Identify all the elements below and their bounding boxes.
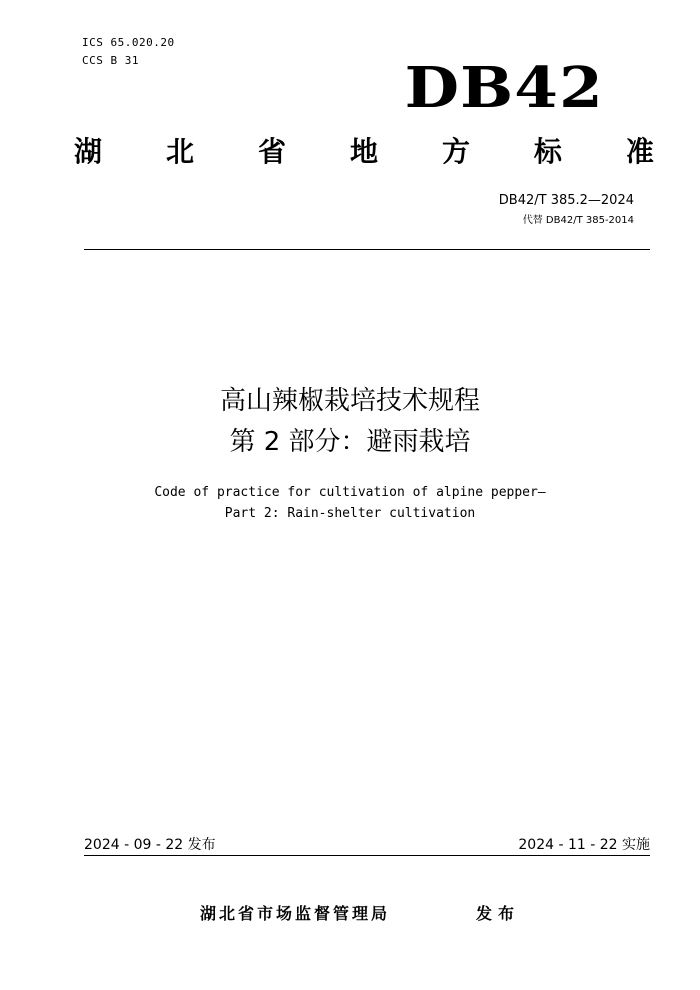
title-chinese-line-2: 第 2 部分：避雨栽培 bbox=[229, 427, 471, 457]
db42-logo: DB42 bbox=[404, 55, 604, 121]
publisher-name: 湖北省市场监督管理局 bbox=[200, 904, 391, 923]
implementation-date: 2024 - 11 - 22 实施 bbox=[518, 837, 650, 853]
publish-label: 发布 bbox=[476, 904, 521, 923]
ccs-code: CCS B 31 bbox=[82, 54, 139, 67]
standard-type-char: 省 bbox=[257, 135, 286, 168]
title-english-line-1: Code of practice for cultivation of alpine pepper— bbox=[154, 485, 546, 500]
standard-type-char: 北 bbox=[165, 135, 194, 168]
standard-type-char: 湖 bbox=[74, 135, 103, 168]
standard-type-char: 地 bbox=[349, 135, 378, 168]
top-divider bbox=[84, 249, 650, 250]
title-english-line-2: Part 2: Rain-shelter cultivation bbox=[224, 506, 476, 521]
ics-code: ICS 65.020.20 bbox=[82, 36, 175, 49]
standard-type-char: 方 bbox=[441, 135, 470, 168]
standard-type-char: 标 bbox=[533, 135, 562, 168]
issue-date: 2024 - 09 - 22 发布 bbox=[84, 837, 216, 853]
bottom-divider bbox=[84, 855, 650, 856]
title-chinese-line-1: 高山辣椒栽培技术规程 bbox=[219, 386, 480, 416]
standard-type-heading bbox=[74, 132, 654, 172]
standard-type-char: 准 bbox=[625, 135, 654, 168]
standard-number: DB42/T 385.2—2024 bbox=[498, 193, 634, 208]
replaces-standard: 代替 DB42/T 385-2014 bbox=[522, 215, 634, 226]
